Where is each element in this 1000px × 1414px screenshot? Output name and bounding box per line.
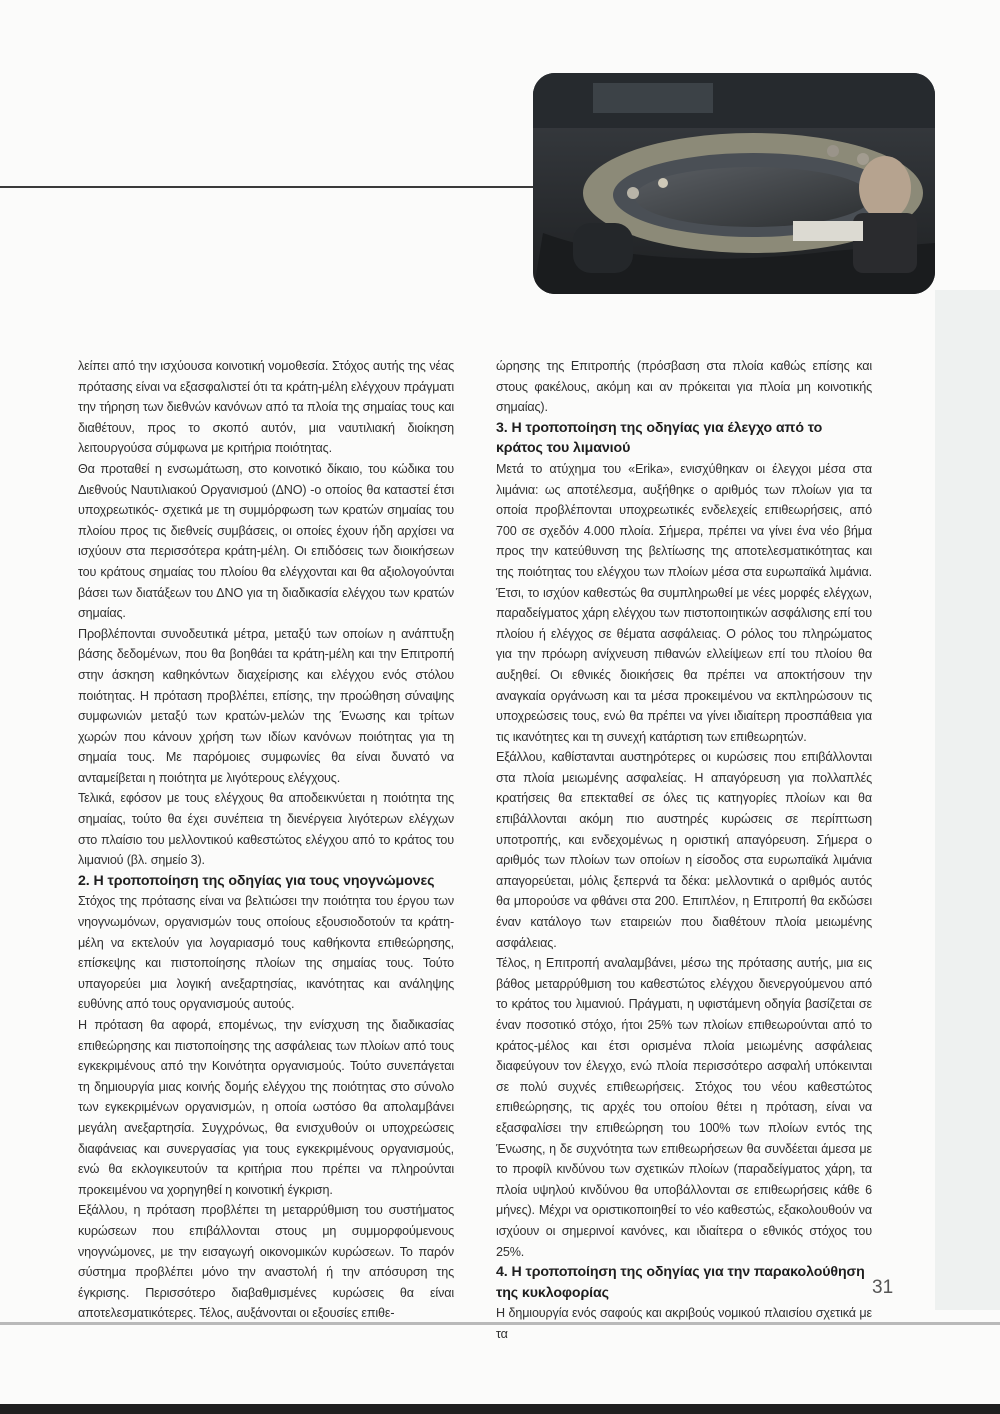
paragraph: Η πρόταση θα αφορά, επομένως, την ενίσχυση της διαδικασίας επιθεώρησης και πιστοποίησης της ασφάλειας των πλοίων από τους εγκεκριμένους από την Κοινότητα οργανισμούς. Τούτο συνεπάγεται τη δημιουργία μιας κοινής δομής ελέγχου της ποιότητας στο σύνολο των εγκεκριμένων οργανισμών, η οποία ωστόσο θα απολαμβάνει μεγάλη ανεξαρτησία. Συγχρόνως, θα ενισχυθούν οι υποχρεώσεις διαφάνειας και συνεργασίας για τους εγκεκριμένους οργανισμούς, ενώ θα εκλογικευτούν τα κριτήρια που πρέπει να πληρούνται προκειμένου να χορηγηθεί η κοινοτική έγκριση. bbox=[78, 1018, 454, 1197]
footer-rule bbox=[0, 1404, 1000, 1414]
paragraph: λείπει από την ισχύουσα κοινοτική νομοθεσία. Στόχος αυτής της νέας πρότασης είναι να εξασφαλιστεί ότι τα κράτη-μέλη ελέγχουν πράγματι την τήρηση των διεθνών κανόνων από τα πλοία της σημαίας τους και διαθέτουν, προς το σκοπό αυτόν, μια ναυτιλιακή διοίκηση λειτουργούσα σύμφωνα με κριτήρια ποιότητας. bbox=[78, 359, 454, 456]
bottom-rule bbox=[0, 1322, 1000, 1325]
meeting-photo bbox=[533, 73, 935, 294]
section-heading: 3. Η τροποποίηση της οδηγίας για έλεγχο από το κράτος του λιμανιού bbox=[496, 419, 823, 457]
right-column bbox=[496, 356, 872, 1345]
paragraph: ώρησης της Επιτροπής (πρόσβαση στα πλοία καθώς επίσης και στους φακέλους, ακόμη και αν πρόκειται για πλοία μη κοινοτικής σημαίας). bbox=[496, 359, 872, 415]
page-number: 31 bbox=[872, 1277, 894, 1298]
paragraph: Μετά το ατύχημα του «Erika», ενισχύθηκαν οι έλεγχοι μέσα στα λιμάνια: ως αποτέλεσμα, αυξήθηκε ο αριθμός των πλοίων για τα οποία προβλέπονται υποχρεωτικές ενδελεχείς επιθεωρήσεις, από 700 σε σχεδόν 4.000 πλοία. Σήμερα, πρέπει να γίνει ένα νέο βήμα προς την κατεύθυνση της βελτίωσης της αποτελεσματικότητας και της ποιότητας του ελέγχου των πλοίων μέσα στα ευρωπαϊκά λιμάνια. Έτσι, το ισχύον καθεστώς θα συμπληρωθεί με νέες μορφές ελέγχων, παραδείγματος χάρη ελέγχου των πιστοποιητικών ασφάλισης επί του πλοίου ή ελέγχος σε θέματα ασφάλειας. Ο ρόλος του πληρώματος για την πρόωρη ανίχνευση πιθανών ελλείψεων επί του πλοίου θα αυξηθεί. Οι εθνικές διοικήσεις θα πρέπει να αποκτήσουν την αναγκαία οργάνωση και τα μέσα προκειμένου να εκπληρώσουν τις υποχρεώσεις τους, ενώ θα πρέπει να γίνει ιδιαίτερη προσπάθεια για τις ικανότητες και τη συνεχή κατάρτιση των επιθεωρητών. bbox=[496, 461, 872, 744]
paragraph: Στόχος της πρότασης είναι να βελτιώσει την ποιότητα του έργου των νηογνωμόνων, οργανισμών τους οποίους εξουσιοδοτούν τα κράτη-μέλη να εκτελούν για λογαριασμό τους καθήκοντα επιθεώρησης, επίσκεψης και πιστοποίησης πλοίων της σημαίας τους. Τούτο υπαγορεύει μια λογική ανεξαρτησίας, ικανότητας και ανάληψης ευθύνης από τους οργανισμούς αυτούς. bbox=[78, 894, 454, 1012]
section-heading: 2. Η τροποποίηση της οδηγίας για τους νηογνώμονες bbox=[78, 872, 435, 889]
paragraph: Η δημιουργία ενός σαφούς και ακριβούς νομικού πλαισίου σχετικά με τα bbox=[496, 1306, 872, 1341]
margin-band bbox=[935, 290, 1000, 1310]
paragraph: Προβλέπονται συνοδευτικά μέτρα, μεταξύ των οποίων η ανάπτυξη βάσης δεδομένων, που θα βοηθάει τα κράτη-μέλη και την Επιτροπή στην άσκηση καθηκόντων διαχείρισης και ελέγχου ενός στόλου ποιότητας. Η πρόταση προβλέπει, επίσης, την προώθηση σύναψης συμφωνιών μεταξύ των κρατών-μελών της Ένωσης και τρίτων χωρών που κάνουν χρήση των ιδίων κανόνων ποιότητας για τη σημαία τους. Με παρόμοιες συμφωνίες θα είναι δυνατό να ανταμείβεται η ποιότητα με λιγότερους ελέγχους. bbox=[78, 626, 454, 785]
paragraph: Εξάλλου, η πρόταση προβλέπει τη μεταρρύθμιση του συστήματος κυρώσεων που επιβάλλονται στους μη συμμορφούμενους νηογνώμονες, με την εισαγωγή οικονομικών κυρώσεων. Το παρόν σύστημα προβλέπει μόνο την αναστολή ή την απόσυρση της έγκρισης. Περισσότερο διαβαθμισμένες κυρώσεις θα είναι αποτελεσματικότερες. Τέλος, αυξάνονται οι εξουσίες επιθε- bbox=[78, 1203, 454, 1321]
paragraph: Τέλος, η Επιτροπή αναλαμβάνει, μέσω της πρότασης αυτής, μια εις βάθος μεταρρύθμιση του καθεστώτος ελέγχου διενεργούμενου από το κράτος του λιμανιού. Πράγματι, η υφιστάμενη οδηγία βασίζεται σε έναν ποσοτικό στόχο, ήτοι 25% των πλοίων επιθεωρούνται από το κράτος-μέλος και έτσι ορισμένα πλοία μειωμένης ασφάλειας διαφεύγουν τον έλεγχο, ενώ πλοία περισσότερο ασφαλή υπόκεινται σε πολύ συχνές επιθεωρήσεις. Στόχος του νέου καθεστώτος επιθεώρησης, τις αρχές του οποίου θέτει η πρόταση, είναι να εξασφαλίσει την επιθεώρηση του 100% των πλοίων εντός της Ένωσης, η δε συχνότητα των επιθεωρήσεων θα συνδέεται άμεσα με το προφίλ κινδύνου των σχετικών πλοίων (παραδείγματος χάρη, τα πλοία υψηλού κινδύνου θα υποβάλλονται σε επιθεωρήσεις κάθε 6 μήνες). Μέχρι να οριστικοποιηθεί το νέο καθεστώς, εξακολουθούν να ισχύουν οι σημερινοί κανόνες, και ιδιαίτερα ο εθνικός στόχος του 25%. bbox=[496, 956, 872, 1259]
top-rule bbox=[0, 186, 533, 188]
left-column bbox=[78, 356, 454, 1324]
section-heading: 4. Η τροποποίηση της οδηγίας για την παρακολούθηση της κυκλοφορίας bbox=[496, 1264, 865, 1301]
paragraph: Τελικά, εφόσον με τους ελέγχους θα αποδεικνύεται η ποιότητα της σημαίας, τούτο θα έχει συνέπεια τη διενέργεια λιγότερων ελέγχων στο πλαίσιο του μελλοντικού καθεστώτος ελέγχου από το κράτος του λιμανιού (βλ. σημείο 3). bbox=[78, 791, 454, 868]
meeting-photo-icon bbox=[533, 73, 935, 294]
paragraph: Θα προταθεί η ενσωμάτωση, στο κοινοτικό δίκαιο, του κώδικα του Διεθνούς Ναυτιλιακού Οργανισμού (ΔΝΟ) -ο οποίος θα καταστεί έτσι υποχρεωτικός- σχετικά με τη συμμόρφωση των κρατών σημαίας του πλοίου προς τις διεθνείς συμβάσεις, οι οποίες έχουν ήδη αρχίσει να ισχύουν στα περισσότερα κράτη-μέλη. Οι επιδόσεις των διοικήσεων του κράτους σημαίας του πλοίου θα ελέγχονται και θα αξιολογούνται βάσει των διατάξεων του ΔΝΟ για τη διαδικασία ελέγχου των κρατών σημαίας. bbox=[78, 461, 454, 621]
paragraph: Εξάλλου, καθίστανται αυστηρότερες οι κυρώσεις που επιβάλλονται στα πλοία μειωμένης ασφαλείας. Η απαγόρευση για πολλαπλές κρατήσεις θα επεκταθεί σε όλες τις κατηγορίες πλοίων και θα επιβάλλονται ακόμη πιο αυστηρές κυρώσεις σε περίπτωση υποτροπής, και ενδεχομένως η οριστική απαγόρευση. Σήμερα ο αριθμός των πλοίων των οποίων η είσοδος στα ευρωπαϊκά λιμάνια απαγορεύεται, μόλις ξεπερνά τα δέκα: μελλοντικά ο αριθμός αυτός θα μπορούσε να φθάνει στα 200. Επιπλέον, η Επιτροπή θα εκδώσει έναν κατάλογο των εταιρειών που διαθέτουν πλοία μειωμένης ασφάλειας. bbox=[496, 750, 872, 950]
